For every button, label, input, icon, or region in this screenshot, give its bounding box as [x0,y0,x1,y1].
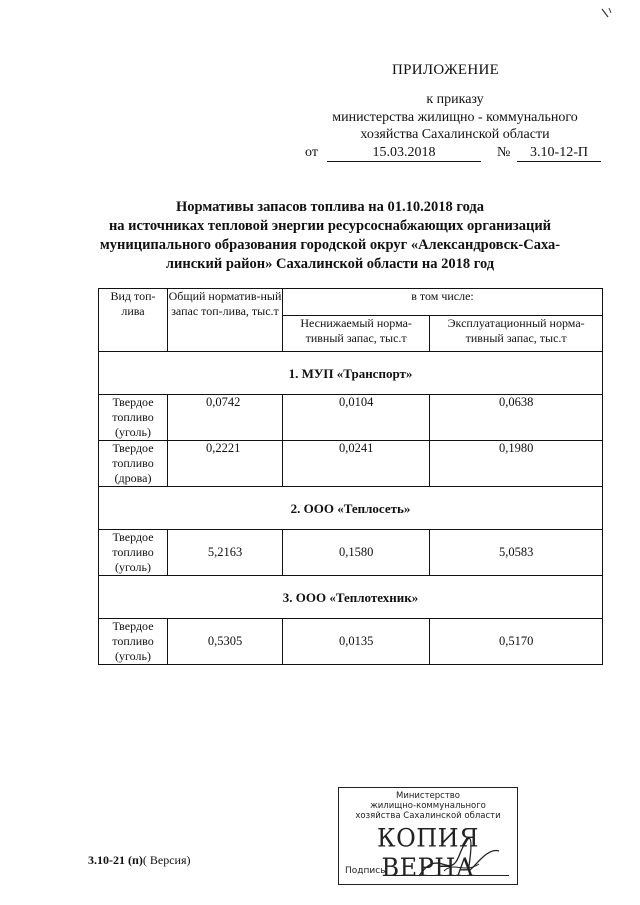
fuel-cell: Твердое топливо (дрова) [99,441,168,487]
appendix-heading: ПРИЛОЖЕНИЕ [392,62,500,78]
title-line: на источниках тепловой энергии ресурсоснабжающих организаций [108,218,552,234]
header-irreducible: Неснижаемый норма-тивный запас, тыс.т [283,316,430,352]
stamp-line: Министерство [395,791,461,801]
total-cell: 0,5305 [168,619,283,665]
irreducible-cell: 0,1580 [283,530,430,576]
document-footer [88,853,191,868]
document-title [60,198,600,274]
irreducible-cell: 0,0104 [283,395,430,441]
fuel-cell: Твердое топливо (уголь) [99,530,168,576]
order-ref-line-3: хозяйства Сахалинской области [360,127,550,142]
signature-scribble-icon [409,826,509,884]
operational-cell: 0,5170 [430,619,603,665]
header-total: Общий норматив-ный запас топ-лива, тыс.т [168,289,283,352]
title-line: муниципального образования городской округ «Александровск-Саха- [99,237,561,253]
stamp-copy-text: КОПИЯ ВЕРНА [377,823,479,883]
table-row [99,441,603,487]
section-title: 1. МУП «Транспорт» [99,352,603,395]
title-line: линский район» Сахалинской области на 2018 год [165,256,495,272]
operational-cell: 5,0583 [430,530,603,576]
total-cell: 0,0742 [168,395,283,441]
order-ref-line-1: к приказу [426,92,484,107]
stamp-line: жилищно-коммунального [370,801,486,811]
number-label: № [497,145,511,160]
table-row [99,395,603,441]
total-cell: 0,2221 [168,441,283,487]
footer-version: ( Версия) [142,853,191,867]
irreducible-cell: 0,0241 [283,441,430,487]
operational-cell: 0,0638 [430,395,603,441]
total-cell: 5,2163 [168,530,283,576]
section-title: 3. ООО «Теплотехник» [99,576,603,619]
corner-mark [600,6,614,24]
irreducible-cell: 0,0135 [283,619,430,665]
copy-certified-stamp [338,787,518,885]
order-ref-line-2: министерства жилищно - коммунального [332,110,578,125]
stamp-line: хозяйства Сахалинской области [355,811,501,821]
header-operational: Эксплуатационный норма-тивный запас, тыс.т [430,316,603,352]
order-date-number [305,145,605,163]
header-fuel-type: Вид топ-лива [99,289,168,352]
table-row [99,530,603,576]
date-label: от [305,145,318,160]
fuel-cell: Твердое топливо (уголь) [99,619,168,665]
order-number: 3.10-12-П [517,145,601,162]
title-line: Нормативы запасов топлива на 01.10.2018 года [175,199,485,215]
table-row [99,619,603,665]
fuel-norms-table [98,288,603,665]
stamp-signature-label: Подпись [345,866,386,876]
order-date: 15.03.2018 [327,145,481,162]
footer-code: 3.10-21 (п) [88,853,143,867]
header-including: в том числе: [283,289,603,316]
fuel-cell: Твердое топливо (уголь) [99,395,168,441]
section-title: 2. ООО «Теплосеть» [99,487,603,530]
operational-cell: 0,1980 [430,441,603,487]
